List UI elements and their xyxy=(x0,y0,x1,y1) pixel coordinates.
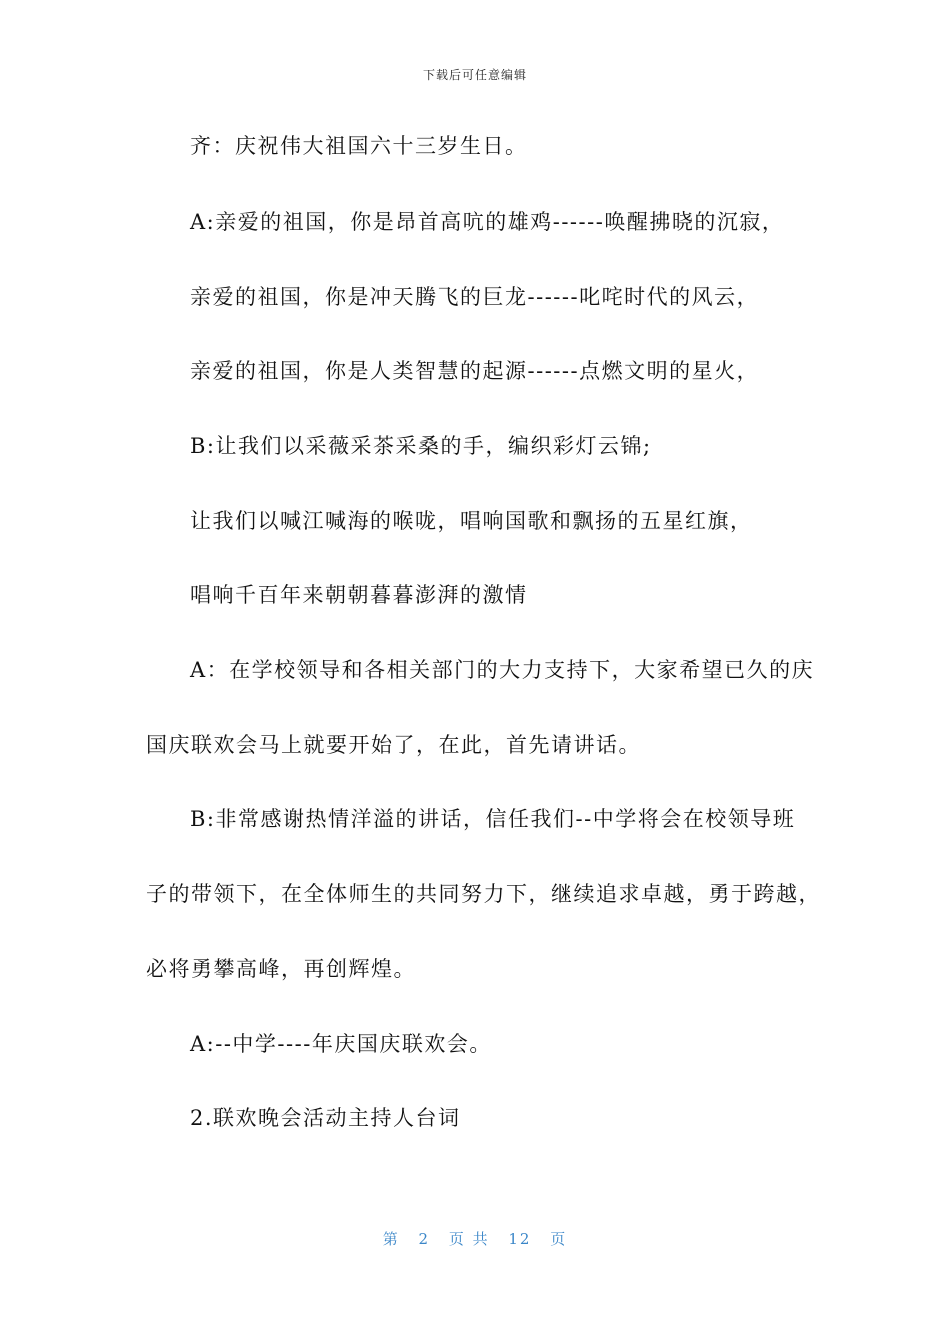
text-line-7: 唱响千百年来朝朝暮暮澎湃的激情 xyxy=(190,583,528,607)
page-total: 12 xyxy=(508,1230,532,1248)
text-line-9: 国庆联欢会马上就要开始了，在此，首先请讲话。 xyxy=(146,733,641,757)
page-suffix: 页 xyxy=(550,1230,568,1248)
page-number: 2 xyxy=(418,1230,431,1248)
text-line-3: 亲爱的祖国，你是冲天腾飞的巨龙------叱咤时代的风云， xyxy=(190,285,760,309)
text-line-11: 子的带领下，在全体师生的共同努力下，继续追求卓越，勇于跨越， xyxy=(146,882,821,906)
text-line-6: 让我们以喊江喊海的喉咙，唱响国歌和飘扬的五星红旗， xyxy=(190,509,753,533)
text-line-14: 2.联欢晚会活动主持人台词 xyxy=(190,1106,461,1130)
text-line-13: A:--中学----年庆国庆联欢会。 xyxy=(190,1032,492,1056)
page-header: 下载后可任意编辑 xyxy=(422,68,527,82)
page-footer xyxy=(0,1228,950,1249)
page-prefix: 第 xyxy=(382,1230,400,1248)
page-mid: 页 共 xyxy=(448,1230,490,1248)
text-line-8: A：在学校领导和各相关部门的大力支持下，大家希望已久的庆 xyxy=(190,658,815,682)
text-line-1: 齐：庆祝伟大祖国六十三岁生日。 xyxy=(190,134,528,158)
text-line-10: B:非常感谢热情洋溢的讲话，信任我们--中学将会在校领导班 xyxy=(190,807,796,831)
text-line-5: B:让我们以采薇采茶采桑的手，编织彩灯云锦; xyxy=(190,434,652,458)
text-line-2: A:亲爱的祖国，你是昂首高吭的雄鸡------唤醒拂晓的沉寂， xyxy=(190,210,785,234)
text-line-4: 亲爱的祖国，你是人类智慧的起源------点燃文明的星火， xyxy=(190,359,760,383)
text-line-12: 必将勇攀高峰，再创辉煌。 xyxy=(146,957,416,981)
